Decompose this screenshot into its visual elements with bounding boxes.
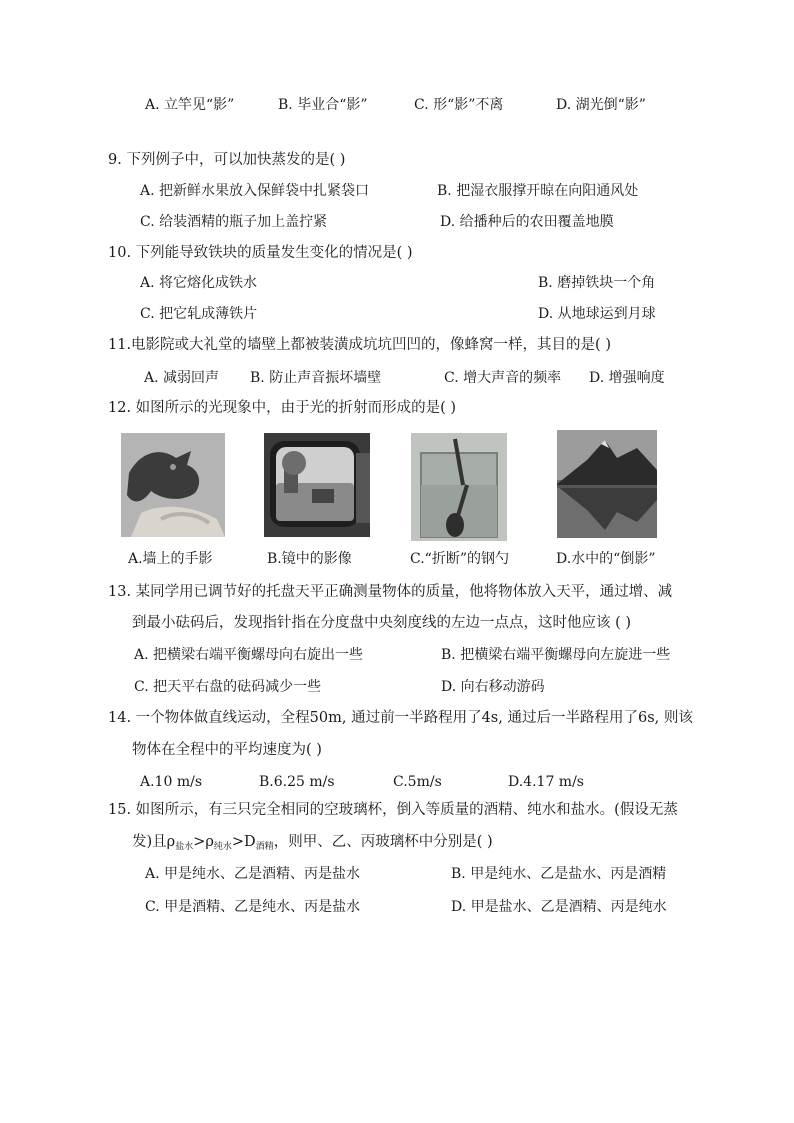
q10-stem: 10. 下列能导致铁块的质量发生变化的情况是( )	[108, 245, 413, 261]
q14-option-b: B.6.25 m/s	[259, 774, 335, 790]
q13-option-d: D. 向右移动游码	[441, 679, 545, 695]
q13-option-c: C. 把天平右盘的砝码减少一些	[134, 679, 322, 695]
q8-option-a: A. 立竿见“影”	[145, 97, 235, 113]
q10-option-c: C. 把它轧成薄铁片	[140, 306, 258, 322]
q14-option-c: C.5m/s	[393, 774, 442, 790]
q15-option-c: C. 甲是酒精、乙是纯水、丙是盐水	[145, 899, 361, 915]
broken-spoon-photo	[411, 433, 507, 541]
q15-option-b: B. 甲是纯水、乙是盐水、丙是酒精	[451, 866, 667, 882]
q10-option-b: B. 磨掉铁块一个角	[538, 275, 656, 291]
mountain-reflection-photo	[557, 430, 657, 538]
q13-stem-line1: 13. 某同学用已调节好的托盘天平正确测量物体的质量，他将物体放入天平，通过增、减	[108, 584, 673, 600]
q9-option-a: A. 把新鲜水果放入保鲜袋中扎紧袋口	[140, 183, 370, 199]
q14-option-d: D.4.17 m/s	[508, 774, 584, 790]
q14-option-a: A.10 m/s	[140, 774, 203, 790]
q14-stem-line2: 物体在全程中的平均速度为( )	[132, 742, 322, 758]
q9-stem: 9. 下列例子中，可以加快蒸发的是( )	[108, 152, 346, 168]
q8-option-b: B. 毕业合“影”	[278, 97, 368, 113]
q15-option-d: D. 甲是盐水、乙是酒精、丙是纯水	[451, 899, 667, 915]
q11-option-b: B. 防止声音振坏墙壁	[250, 370, 382, 386]
q12-caption-a: A.墙上的手影	[128, 551, 213, 567]
q13-option-b: B. 把横梁右端平衡螺母向左旋进一些	[441, 647, 671, 663]
q8-option-d: D. 湖光倒“影”	[556, 97, 646, 113]
hand-shadow-photo	[121, 433, 225, 537]
q9-option-c: C. 给装酒精的瓶子加上盖拧紧	[140, 214, 328, 230]
q12-caption-d: D.水中的“倒影”	[556, 551, 656, 567]
q12-stem: 12. 如图所示的光现象中，由于光的折射而形成的是( )	[108, 400, 457, 416]
q8-option-c: C. 形“影”不离	[414, 97, 504, 113]
q15-stem-line2: 发)且$\rho_{盐水}>\rho_{纯水}>D_{酒精}$，则甲、乙、丙玻璃杯中分别是( )	[132, 834, 493, 852]
q9-option-b: B. 把湿衣服撑开晾在向阳通风处	[437, 183, 639, 199]
q15-option-a: A. 甲是纯水、乙是酒精、丙是盐水	[145, 866, 361, 882]
q11-stem: 11.电影院或大礼堂的墙壁上都被装潢成坑坑凹凹的，像蜂窝一样，其目的是( )	[108, 337, 611, 353]
q11-option-a: A. 减弱回声	[144, 370, 220, 386]
q12-caption-c: C.“折断”的钢勺	[410, 551, 509, 567]
q13-option-a: A. 把横梁右端平衡螺母向右旋出一些	[134, 647, 364, 663]
q11-option-c: C. 增大声音的频率	[444, 370, 562, 386]
q10-option-a: A. 将它熔化成铁水	[140, 275, 258, 291]
q11-option-d: D. 增强响度	[589, 370, 665, 386]
q14-stem-line1: 14. 一个物体做直线运动，全程50m, 通过前一半路程用了4s, 通过后一半路程用了6s, 则该	[108, 710, 693, 726]
q9-option-d: D. 给播种后的农田覆盖地膜	[440, 214, 614, 230]
q15-stem-line1: 15. 如图所示，有三只完全相同的空玻璃杯，倒入等质量的酒精、纯水和盐水。(假设无蒸	[108, 802, 678, 818]
car-mirror-photo	[264, 433, 370, 537]
q10-option-d: D. 从地球运到月球	[538, 306, 656, 322]
q12-caption-b: B.镜中的影像	[267, 551, 352, 567]
q13-stem-line2: 到最小砝码后，发现指针指在分度盘中央刻度线的左边一点点，这时他应该 ( )	[132, 615, 632, 631]
